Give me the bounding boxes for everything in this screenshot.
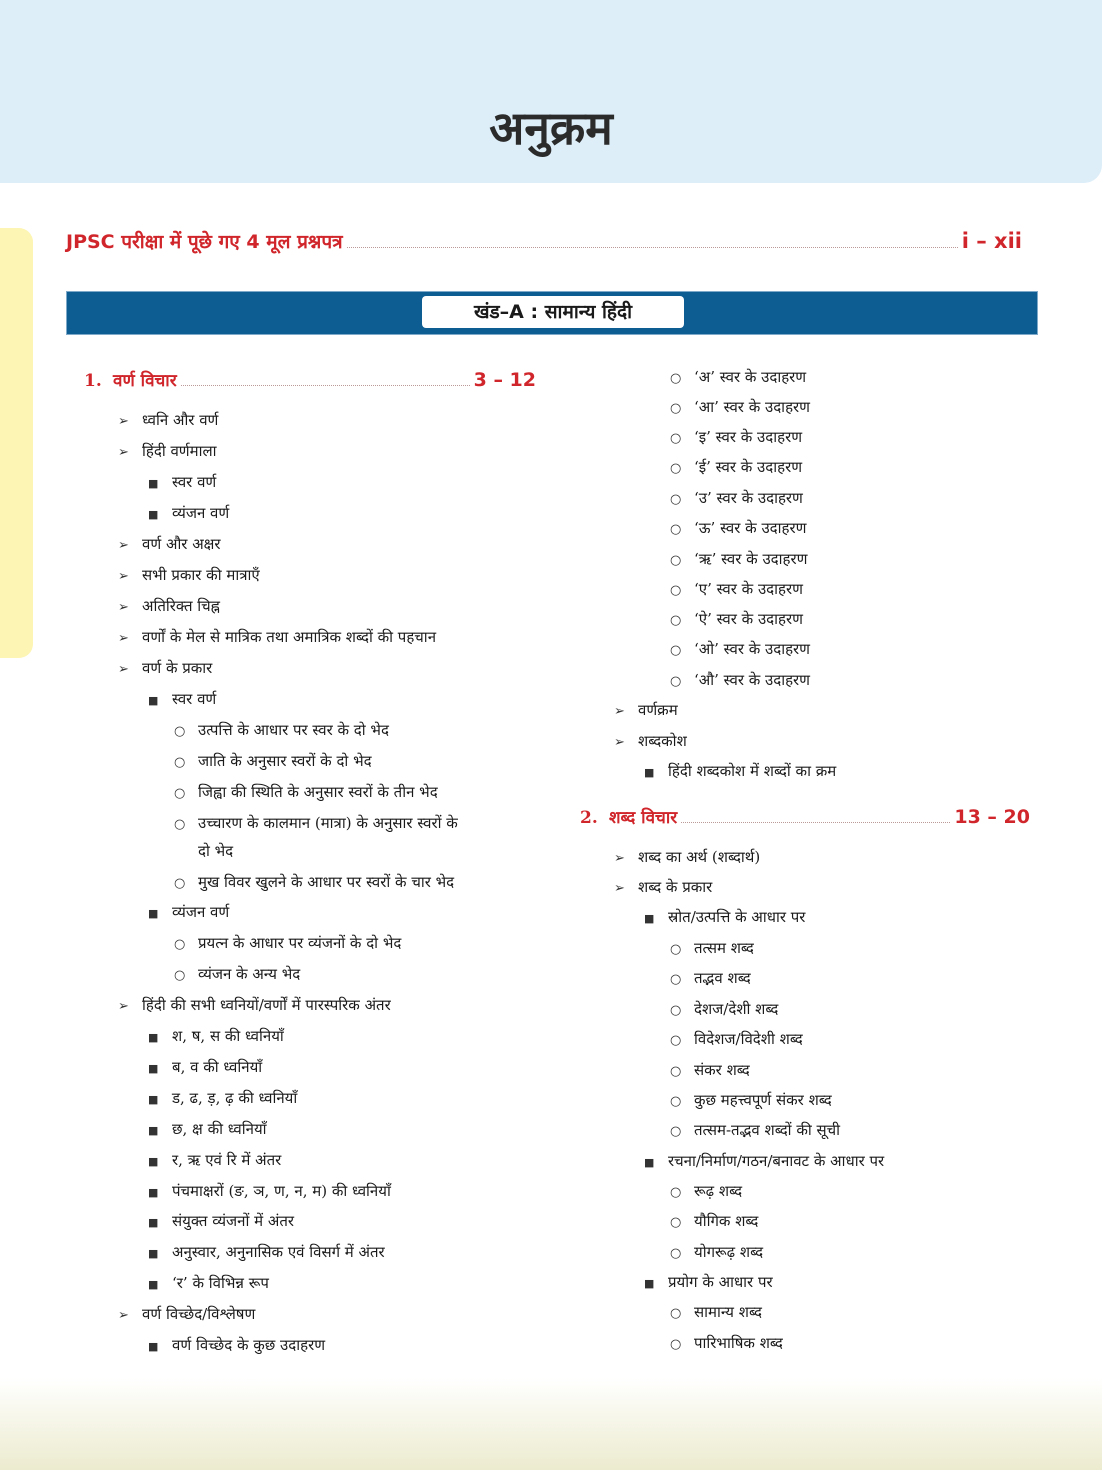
item-text: अनुस्वार, अनुनासिक एवं विसर्ग में अंतर [172, 1243, 385, 1261]
item-text: मुख विवर खुलने के आधार पर स्वरों के चार भेद [198, 873, 455, 891]
list-item[interactable] [670, 457, 802, 479]
item-text: तद्भव शब्द [694, 969, 751, 987]
item-text: व्यंजन वर्ण [172, 903, 230, 921]
square-bullet-icon: ■ [148, 1278, 159, 1291]
toc-entry-pages: i – xii [961, 229, 1022, 253]
list-item[interactable] [670, 518, 806, 540]
circle-bullet-icon: ○ [670, 1064, 682, 1079]
arrow-bullet-icon: ➢ [118, 445, 129, 460]
list-item[interactable] [118, 410, 218, 432]
list-item[interactable] [644, 907, 805, 929]
item-text: तत्सम शब्द [694, 939, 754, 957]
list-item[interactable] [148, 1273, 269, 1295]
chapter-pages: 13 – 20 [954, 806, 1030, 828]
list-item[interactable] [670, 938, 754, 960]
list-item[interactable] [174, 933, 401, 955]
item-text: ‘इ’ स्वर के उदाहरण [694, 428, 803, 446]
item-text: शब्द का अर्थ (शब्दार्थ) [638, 848, 761, 866]
item-text: हिंदी की सभी ध्वनियों/वर्णों में पारस्परिक अंतर [142, 996, 391, 1014]
item-text: यौगिक शब्द [694, 1212, 759, 1230]
chapter-number: 1. [84, 371, 102, 391]
item-text: ड, ढ, ड़, ढ़ की ध्वनियाँ [172, 1089, 298, 1107]
item-text: रचना/निर्माण/गठन/बनावट के आधार पर [668, 1152, 885, 1170]
item-text: उच्चारण के कालमान (मात्रा) के अनुसार स्वरों के [198, 814, 458, 832]
item-text: ‘ऊ’ स्वर के उदाहरण [694, 519, 807, 537]
item-text: ‘अ’ स्वर के उदाहरण [694, 368, 807, 386]
item-text: संयुक्त व्यंजनों में अंतर [172, 1212, 295, 1230]
circle-bullet-icon: ○ [670, 371, 682, 386]
list-item[interactable] [670, 1029, 803, 1051]
list-item[interactable] [174, 964, 300, 986]
item-text: ‘ओ’ स्वर के उदाहरण [694, 640, 811, 658]
circle-bullet-icon: ○ [670, 1185, 682, 1200]
square-bullet-icon: ■ [148, 694, 159, 707]
square-bullet-icon: ■ [644, 1156, 655, 1169]
arrow-bullet-icon: ➢ [614, 704, 625, 719]
list-item[interactable] [118, 627, 436, 649]
list-item[interactable] [174, 872, 454, 894]
item-text: दो भेद [198, 842, 234, 860]
list-item[interactable] [148, 503, 229, 525]
item-text: र, ऋ एवं रि में अंतर [172, 1151, 282, 1169]
square-bullet-icon: ■ [148, 1186, 159, 1199]
arrow-bullet-icon: ➢ [118, 600, 129, 615]
item-text: वर्ण विच्छेद/विश्लेषण [142, 1305, 256, 1323]
square-bullet-icon: ■ [148, 1155, 159, 1168]
circle-bullet-icon: ○ [670, 643, 682, 658]
list-item[interactable] [670, 1242, 763, 1264]
bottom-gradient-decoration [0, 1378, 1102, 1470]
list-item[interactable] [670, 488, 803, 510]
item-text: देशज/देशी शब्द [694, 1000, 779, 1018]
circle-bullet-icon: ○ [670, 1033, 682, 1048]
list-item[interactable] [148, 1242, 385, 1264]
item-text: संकर शब्द [694, 1061, 750, 1079]
list-item[interactable] [670, 639, 810, 661]
circle-bullet-icon: ○ [670, 461, 682, 476]
dot-leader [181, 384, 470, 386]
item-text: योगरूढ़ शब्द [694, 1243, 764, 1261]
arrow-bullet-icon: ➢ [118, 538, 129, 553]
arrow-bullet-icon: ➢ [614, 851, 625, 866]
toc-entry-previous-papers[interactable] [66, 228, 1022, 258]
list-item[interactable] [670, 397, 810, 419]
list-item[interactable] [670, 1302, 762, 1324]
item-text: वर्ण के प्रकार [142, 659, 213, 677]
circle-bullet-icon: ○ [174, 786, 186, 801]
list-item[interactable] [118, 441, 217, 463]
circle-bullet-icon: ○ [670, 613, 682, 628]
list-item[interactable] [670, 1090, 832, 1112]
circle-bullet-icon: ○ [670, 1306, 682, 1321]
arrow-bullet-icon: ➢ [118, 1308, 129, 1323]
circle-bullet-icon: ○ [670, 1246, 682, 1261]
list-item[interactable] [148, 1088, 297, 1110]
circle-bullet-icon: ○ [670, 1094, 682, 1109]
item-text: प्रयोग के आधार पर [668, 1273, 773, 1291]
list-item[interactable] [148, 1026, 284, 1048]
item-text: वर्ण और अक्षर [142, 535, 221, 553]
circle-bullet-icon: ○ [174, 755, 186, 770]
chapter-number: 2. [580, 808, 598, 828]
item-text: सामान्य शब्द [694, 1303, 762, 1321]
arrow-bullet-icon: ➢ [614, 735, 625, 750]
circle-bullet-icon: ○ [670, 583, 682, 598]
chapter-title: शब्द विचार [609, 808, 678, 828]
list-item[interactable] [670, 427, 802, 449]
square-bullet-icon: ■ [644, 1277, 655, 1290]
square-bullet-icon: ■ [148, 1124, 159, 1137]
list-item[interactable] [670, 549, 807, 571]
circle-bullet-icon: ○ [670, 1215, 682, 1230]
circle-bullet-icon: ○ [670, 431, 682, 446]
square-bullet-icon: ■ [148, 1216, 159, 1229]
item-text: जाति के अनुसार स्वरों के दो भेद [198, 752, 372, 770]
square-bullet-icon: ■ [148, 1062, 159, 1075]
chapter-2-heading[interactable] [580, 805, 1030, 828]
item-text: हिंदी वर्णमाला [142, 442, 217, 460]
list-item[interactable] [670, 1181, 742, 1203]
circle-bullet-icon: ○ [670, 1003, 682, 1018]
list-item[interactable] [614, 847, 760, 869]
circle-bullet-icon: ○ [670, 401, 682, 416]
list-item[interactable] [148, 689, 216, 711]
item-text: वर्णक्रम [638, 701, 678, 719]
chapter-pages: 3 – 12 [473, 369, 536, 391]
circle-bullet-icon: ○ [670, 674, 682, 689]
item-text: स्वर वर्ण [172, 690, 217, 708]
item-text: विदेशज/विदेशी शब्द [694, 1030, 803, 1048]
square-bullet-icon: ■ [148, 1031, 159, 1044]
list-item[interactable] [148, 1150, 281, 1172]
item-text: वर्णों के मेल से मात्रिक तथा अमात्रिक शब्दों की पहचान [142, 628, 437, 646]
arrow-bullet-icon: ➢ [118, 662, 129, 677]
square-bullet-icon: ■ [644, 766, 655, 779]
arrow-bullet-icon: ➢ [118, 569, 129, 584]
item-text: ‘र’ के विभिन्न रूप [172, 1274, 269, 1292]
page-title: अनुक्रम [489, 101, 613, 155]
list-item[interactable] [118, 995, 391, 1017]
item-text: ध्वनि और वर्ण [142, 411, 219, 429]
item-text: श, ष, स की ध्वनियाँ [172, 1027, 284, 1045]
list-item[interactable] [118, 534, 221, 556]
chapter-1-heading[interactable] [84, 368, 536, 391]
circle-bullet-icon: ○ [670, 942, 682, 957]
list-item[interactable] [644, 761, 836, 783]
circle-bullet-icon: ○ [174, 817, 186, 832]
item-text: उत्पत्ति के आधार पर स्वर के दो भेद [198, 721, 389, 739]
toc-entry-title: JPSC परीक्षा में पूछे गए 4 मूल प्रश्नपत्र [66, 231, 343, 253]
list-item[interactable] [670, 367, 806, 389]
square-bullet-icon: ■ [148, 1340, 159, 1353]
square-bullet-icon: ■ [148, 907, 159, 920]
list-item[interactable] [614, 731, 687, 753]
list-item[interactable] [670, 670, 810, 692]
circle-bullet-icon: ○ [174, 724, 186, 739]
list-item[interactable] [148, 902, 229, 924]
square-bullet-icon: ■ [148, 477, 159, 490]
side-tab-decoration [0, 228, 33, 658]
item-text: जिह्वा की स्थिति के अनुसार स्वरों के तीन भेद [198, 783, 438, 801]
item-text: व्यंजन के अन्य भेद [198, 965, 301, 983]
dot-leader [681, 821, 950, 823]
item-text: ‘औ’ स्वर के उदाहरण [694, 671, 811, 689]
circle-bullet-icon: ○ [670, 1337, 682, 1352]
list-item[interactable] [174, 782, 438, 804]
list-item-continuation [198, 841, 233, 861]
item-text: कुछ महत्त्वपूर्ण संकर शब्द [694, 1091, 832, 1109]
list-item[interactable] [670, 1211, 758, 1233]
list-item[interactable] [644, 1151, 884, 1173]
circle-bullet-icon: ○ [174, 876, 186, 891]
list-item[interactable] [174, 813, 458, 835]
list-item[interactable] [118, 1304, 255, 1326]
list-item[interactable] [614, 877, 712, 899]
list-item[interactable] [174, 720, 389, 742]
item-text: अतिरिक्त चिह्न [142, 597, 221, 615]
item-text: रूढ़ शब्द [694, 1182, 743, 1200]
circle-bullet-icon: ○ [670, 972, 682, 987]
item-text: ‘ऐ’ स्वर के उदाहरण [694, 610, 803, 628]
list-item[interactable] [118, 596, 220, 618]
item-text: छ, क्ष की ध्वनियाँ [172, 1120, 267, 1138]
item-text: पंचमाक्षरों (ङ, ञ, ण, न, म) की ध्वनियाँ [172, 1182, 391, 1200]
arrow-bullet-icon: ➢ [118, 631, 129, 646]
list-item[interactable] [118, 658, 212, 680]
dot-leader [347, 246, 958, 248]
item-text: शब्दकोश [638, 732, 687, 750]
item-text: हिंदी शब्दकोश में शब्दों का क्रम [668, 762, 837, 780]
list-item[interactable] [670, 968, 751, 990]
item-text: ‘ई’ स्वर के उदाहरण [694, 458, 803, 476]
item-text: ब, व की ध्वनियाँ [172, 1058, 263, 1076]
list-item[interactable] [148, 1057, 262, 1079]
arrow-bullet-icon: ➢ [614, 881, 625, 896]
arrow-bullet-icon: ➢ [118, 414, 129, 429]
square-bullet-icon: ■ [148, 1093, 159, 1106]
item-text: ‘ऋ’ स्वर के उदाहरण [694, 550, 808, 568]
item-text: प्रयत्न के आधार पर व्यंजनों के दो भेद [198, 934, 402, 952]
list-item[interactable] [174, 751, 372, 773]
item-text: वर्ण विच्छेद के कुछ उदाहरण [172, 1336, 326, 1354]
list-item[interactable] [148, 1119, 267, 1141]
circle-bullet-icon: ○ [670, 492, 682, 507]
list-item[interactable] [670, 579, 803, 601]
list-item[interactable] [670, 609, 803, 631]
item-text: शब्द के प्रकार [638, 878, 713, 896]
circle-bullet-icon: ○ [174, 937, 186, 952]
list-item[interactable] [614, 700, 678, 722]
item-text: व्यंजन वर्ण [172, 504, 230, 522]
item-text: तत्सम-तद्भव शब्दों की सूची [694, 1121, 841, 1139]
item-text: स्रोत/उत्पत्ति के आधार पर [668, 908, 806, 926]
square-bullet-icon: ■ [644, 912, 655, 925]
item-text: स्वर वर्ण [172, 473, 217, 491]
list-item[interactable] [118, 565, 260, 587]
list-item[interactable] [670, 1060, 750, 1082]
list-item[interactable] [670, 999, 778, 1021]
item-text: ‘आ’ स्वर के उदाहरण [694, 398, 811, 416]
circle-bullet-icon: ○ [670, 522, 682, 537]
square-bullet-icon: ■ [148, 508, 159, 521]
list-item[interactable] [644, 1272, 773, 1294]
list-item[interactable] [148, 472, 216, 494]
item-text: ‘उ’ स्वर के उदाहरण [694, 489, 803, 507]
square-bullet-icon: ■ [148, 1247, 159, 1260]
arrow-bullet-icon: ➢ [118, 999, 129, 1014]
item-text: पारिभाषिक शब्द [694, 1334, 783, 1352]
list-item[interactable] [148, 1181, 391, 1203]
circle-bullet-icon: ○ [174, 968, 186, 983]
section-heading: खंड–A : सामान्य हिंदी [422, 296, 684, 328]
item-text: सभी प्रकार की मात्राएँ [142, 566, 260, 584]
item-text: ‘ए’ स्वर के उदाहरण [694, 580, 803, 598]
circle-bullet-icon: ○ [670, 1124, 682, 1139]
circle-bullet-icon: ○ [670, 553, 682, 568]
list-item[interactable] [148, 1211, 294, 1233]
list-item[interactable] [670, 1120, 840, 1142]
list-item[interactable] [670, 1333, 783, 1355]
list-item[interactable] [148, 1335, 325, 1357]
chapter-title: वर्ण विचार [113, 371, 177, 391]
